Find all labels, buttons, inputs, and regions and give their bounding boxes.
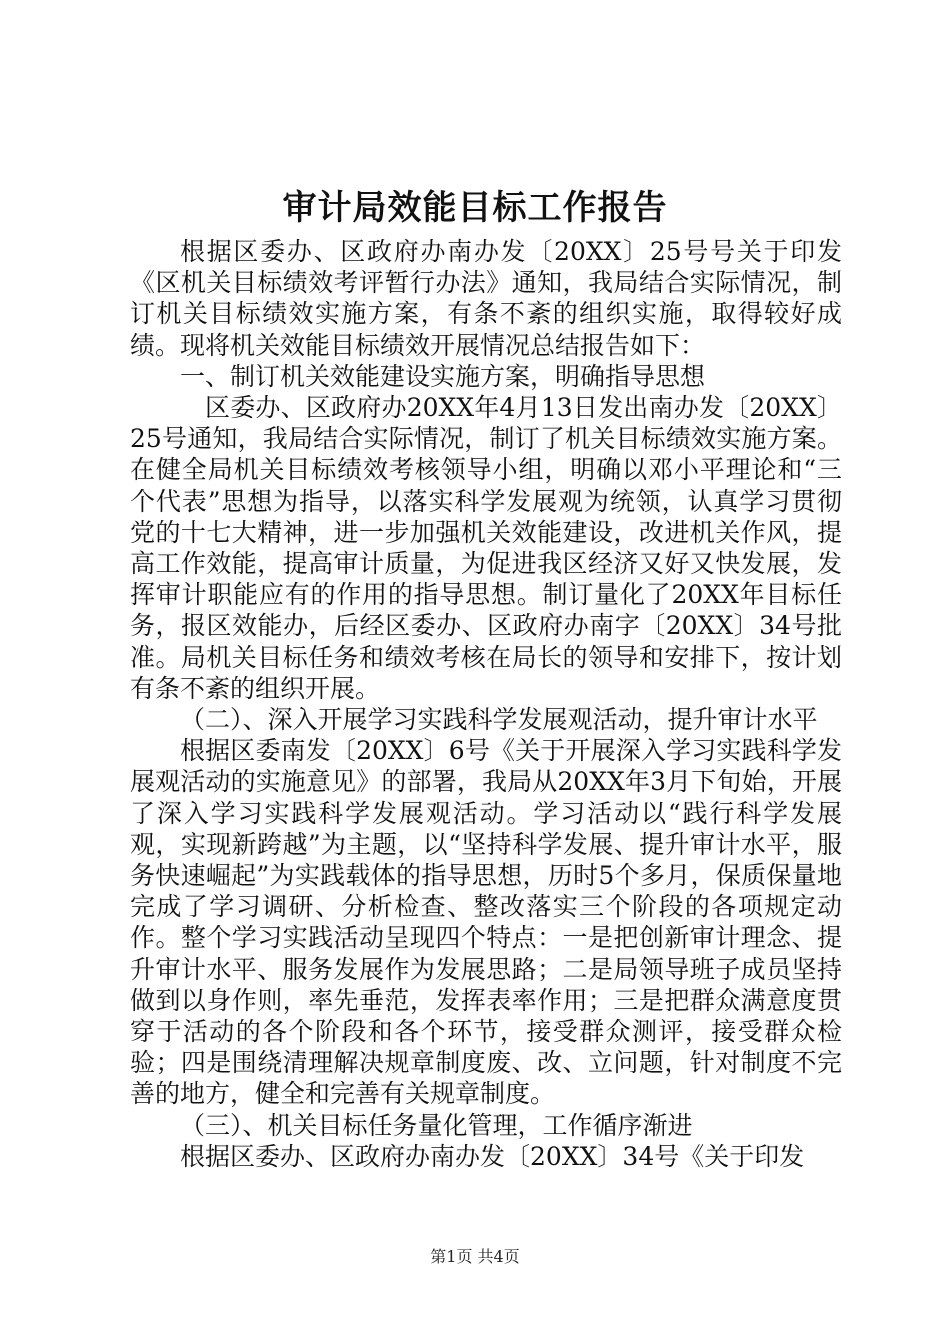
page-number-footer: 第1页 共4页: [430, 1247, 520, 1266]
paragraph-section-2: 根据区委南发〔20XX〕6号《关于开展深入学习实践科学发展观活动的实施意见》的部署，我局从20XX年3月下旬始，开展了深入学习实践科学发展观活动。学习活动以“践行科学发展观，实现新跨越”为主题，以“坚持科学发展、提升审计水平，服务快速崛起”为实践载体的指导思想，历时5个多月，保质保量地完成了学习调研、分析检查、整改落实三个阶段的各项规定动作。整个学习实践活动呈现四个特点：一是把创新审计理念、提升审计水平、服务发展作为发展思路；二是局领导班子成员坚持做到以身作则，率先垂范，发挥表率作用；三是把群众满意度贯穿于活动的各个阶段和各个环节，接受群众测评，接受群众检验；四是围绕清理解决规章制度废、改、立问题，针对制度不完善的地方，健全和完善有关规章制度。: [130, 736, 842, 1109]
paragraph-intro: 根据区委办、区政府办南办发〔20XX〕25号号关于印发《区机关目标绩效考评暂行办法》通知，我局结合实际情况，制订机关目标绩效实施方案，有条不紊的组织实施，取得较好成绩。现将机关效能目标绩效开展情况总结报告如下：: [130, 237, 842, 360]
section-heading-3: （三）、机关目标任务量化管理，工作循序渐进: [180, 1110, 693, 1140]
paragraph-section-3: 根据区委办、区政府办南办发〔20XX〕34号《关于印发: [180, 1141, 805, 1171]
section-heading-2: （二）、深入开展学习实践科学发展观活动，提升审计水平: [180, 705, 818, 735]
paragraph-section-1: 区委办、区政府办20XX年4月13日发出南办发〔20XX〕25号通知，我局结合实际情况，制订了机关目标绩效实施方案。在健全局机关目标绩效考核领导小组，明确以邓小平理论和“三个代表”思想为指导，以落实科学发展观为统领，认真学习贯彻党的十七大精神，进一步加强机关效能建设，改进机关作风，提高工作效能，提高审计质量，为促进我区经济又好又快发展，发挥审计职能应有的作用的指导思想。制订量化了20XX年目标任务，报区效能办，后经区委办、区政府办南字〔20XX〕34号批准。局机关目标任务和绩效考核在局长的领导和安排下，按计划有条不紊的组织开展。: [130, 393, 842, 703]
document-body: [130, 236, 842, 1172]
section-heading-1: 一、制订机关效能建设实施方案，明确指导思想: [180, 361, 706, 391]
document-title: 审计局效能目标工作报告: [282, 188, 668, 228]
